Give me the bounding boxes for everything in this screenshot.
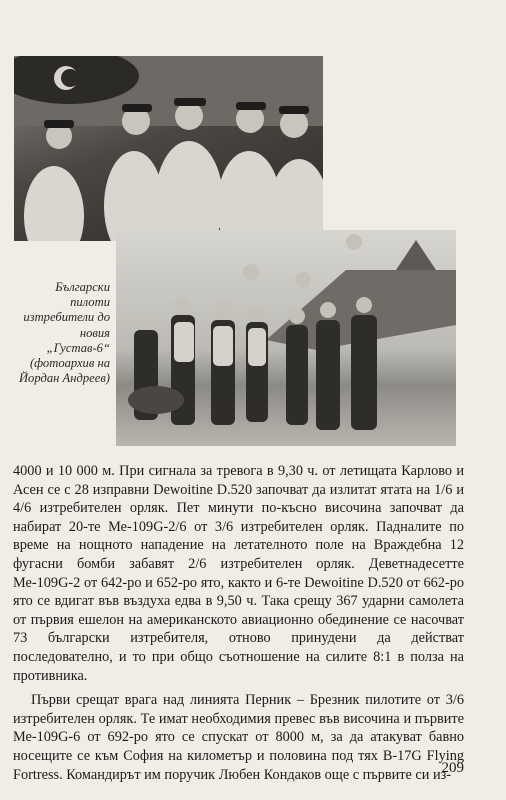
page-number: 209	[441, 760, 464, 776]
photo-pilots-group	[14, 56, 323, 241]
paragraph: 4000 и 10 000 м. При сигнала за тревога в 9,30 ч. от летищата Карлово и Асен се с 28 изправни Dewoitine D.520 започват да излитат ятата на 1/6 и 4/6 изтребителен орляк. Пет минути по-късно височина започват да набират 20-те Ме-109G-2/6 от 3/6 изтребителен орляк. Падналите по време на нощното нападение на летателното поле на Враждебна 12 фугасни бомби забавят 2/6 изтребителен орляк. Деветнадесетте Ме-109G-2 от 642-ро и 652-ро ято, както и 6-те Dewoitine D.520 от 662-ро ято се вдигат във въздуха едва в 9,50 ч. Така срещу 367 ударни самолета от първия ешелон на американското авиационно обединение се насочват 73 български изтребителя, отново принудени да действат последователно, и то при общо съотношение на силите 8:1 в полза на противника.	[13, 463, 464, 684]
photo-pilots-at-aircraft	[116, 230, 456, 446]
body-text	[13, 462, 464, 784]
paragraph: Първи срещат врага над линията Перник – Брезник пилотите от 3/6 изтребителен орляк. Те имат необходимия превес във височина и първите Ме-109G-6 от 692-ро ято се спускат от 8000 м, за да атакуват бавно носещите се към София на километър и половина под тях B-17G Flying Fortress. Командирът им поручик Любен Кондаков още с първите си из-	[13, 692, 464, 783]
photo-caption: Български пилоти изтребители до новия „Густав-6“ (фотоархив на Йордан Андреев)	[18, 280, 110, 386]
